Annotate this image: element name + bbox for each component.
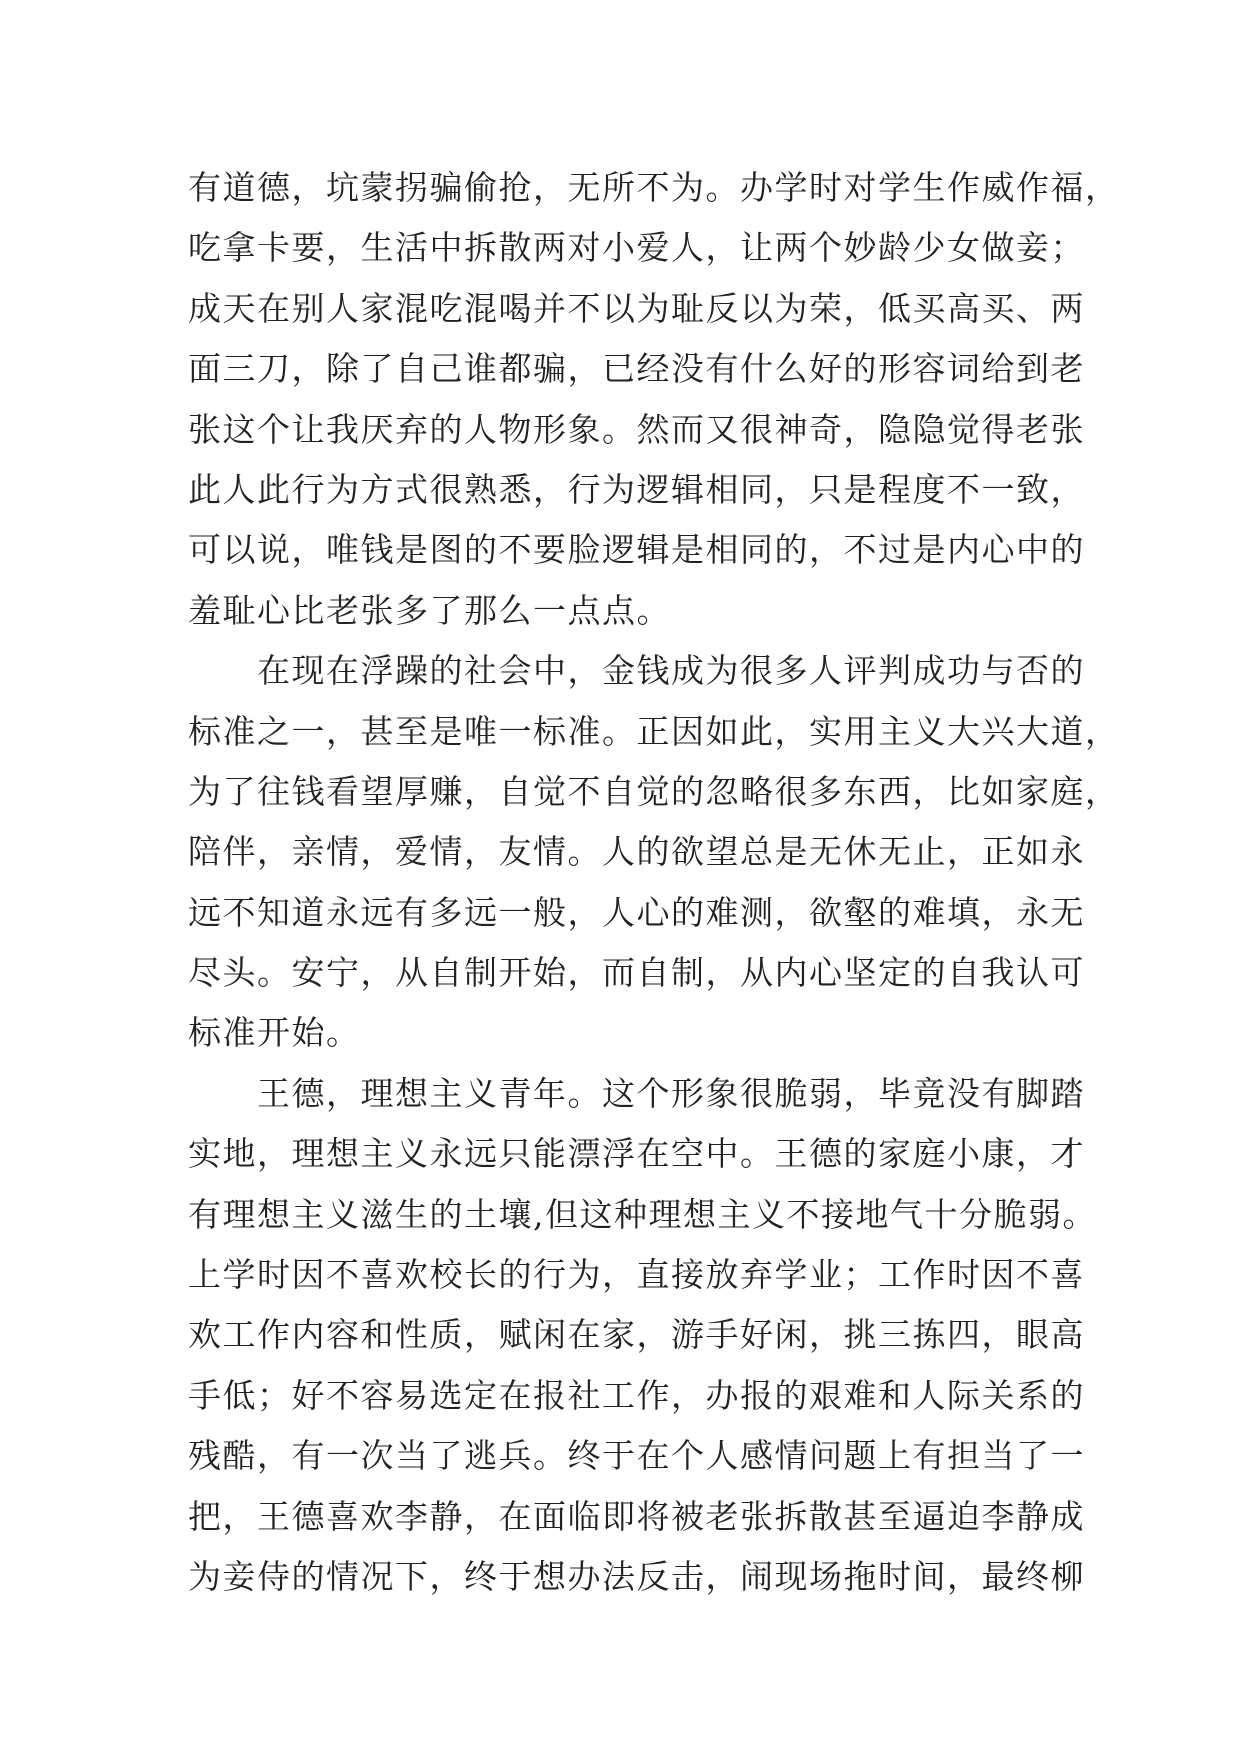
text-line: 张这个让我厌弃的人物形象。然而又很神奇，隐隐觉得老张 [188, 409, 1085, 449]
text-line: 面三刀，除了自己谁都骗，已经没有什么好的形容词给到老 [188, 349, 1085, 389]
text-line: 实地，理想主义永远只能漂浮在空中。王德的家庭小康，才 [188, 1134, 1085, 1174]
body-text [188, 158, 1120, 1607]
text-line: 远不知道永远有多远一般，人心的难测，欲壑的难填，永无 [188, 892, 1085, 932]
text-line: 为妾侍的情况下，终于想办法反击，闹现场拖时间，最终柳 [188, 1556, 1085, 1596]
text-line: 标准开始。 [188, 1013, 361, 1053]
text-line: 王德，理想主义青年。这个形象很脆弱，毕竟没有脚踏 [188, 1073, 1085, 1113]
text-line: 残酷，有一次当了逃兵。终于在个人感情问题上有担当了一 [188, 1436, 1085, 1476]
text-line: 陪伴，亲情，爱情，友情。人的欲望总是无休无止，正如永 [188, 832, 1085, 872]
text-line: 手低；好不容易选定在报社工作，办报的艰难和人际关系的 [188, 1375, 1085, 1415]
text-line: 标准之一，甚至是唯一标准。正因如此，实用主义大兴大道， [188, 711, 1120, 751]
text-line: 此人此行为方式很熟悉，行为逻辑相同，只是程度不一致， [188, 469, 1085, 509]
text-line: 欢工作内容和性质，赋闲在家，游手好闲，挑三拣四，眼高 [188, 1315, 1085, 1355]
text-line: 吃拿卡要，生活中拆散两对小爱人，让两个妙龄少女做妾； [188, 228, 1085, 268]
text-line: 羞耻心比老张多了那么一点点。 [188, 590, 671, 630]
text-line: 在现在浮躁的社会中，金钱成为很多人评判成功与否的 [188, 651, 1085, 691]
text-line: 有道德，坑蒙拐骗偷抢，无所不为。办学时对学生作威作福， [188, 168, 1120, 207]
text-line: 可以说，唯钱是图的不要脸逻辑是相同的，不过是内心中的 [188, 530, 1085, 570]
text-line: 尽头。安宁，从自制开始，而自制，从内心坚定的自我认可 [188, 953, 1085, 993]
text-line: 有理想主义滋生的土壤,但这种理想主义不接地气十分脆弱。 [188, 1194, 1097, 1234]
text-line: 把，王德喜欢李静，在面临即将被老张拆散甚至逼迫李静成 [188, 1496, 1085, 1536]
text-line: 成天在别人家混吃混喝并不以为耻反以为荣，低买高买、两 [188, 288, 1085, 328]
text-line: 为了往钱看望厚赚，自觉不自觉的忽略很多东西，比如家庭， [188, 771, 1120, 811]
text-line: 上学时因不喜欢校长的行为，直接放弃学业；工作时因不喜 [188, 1255, 1085, 1295]
